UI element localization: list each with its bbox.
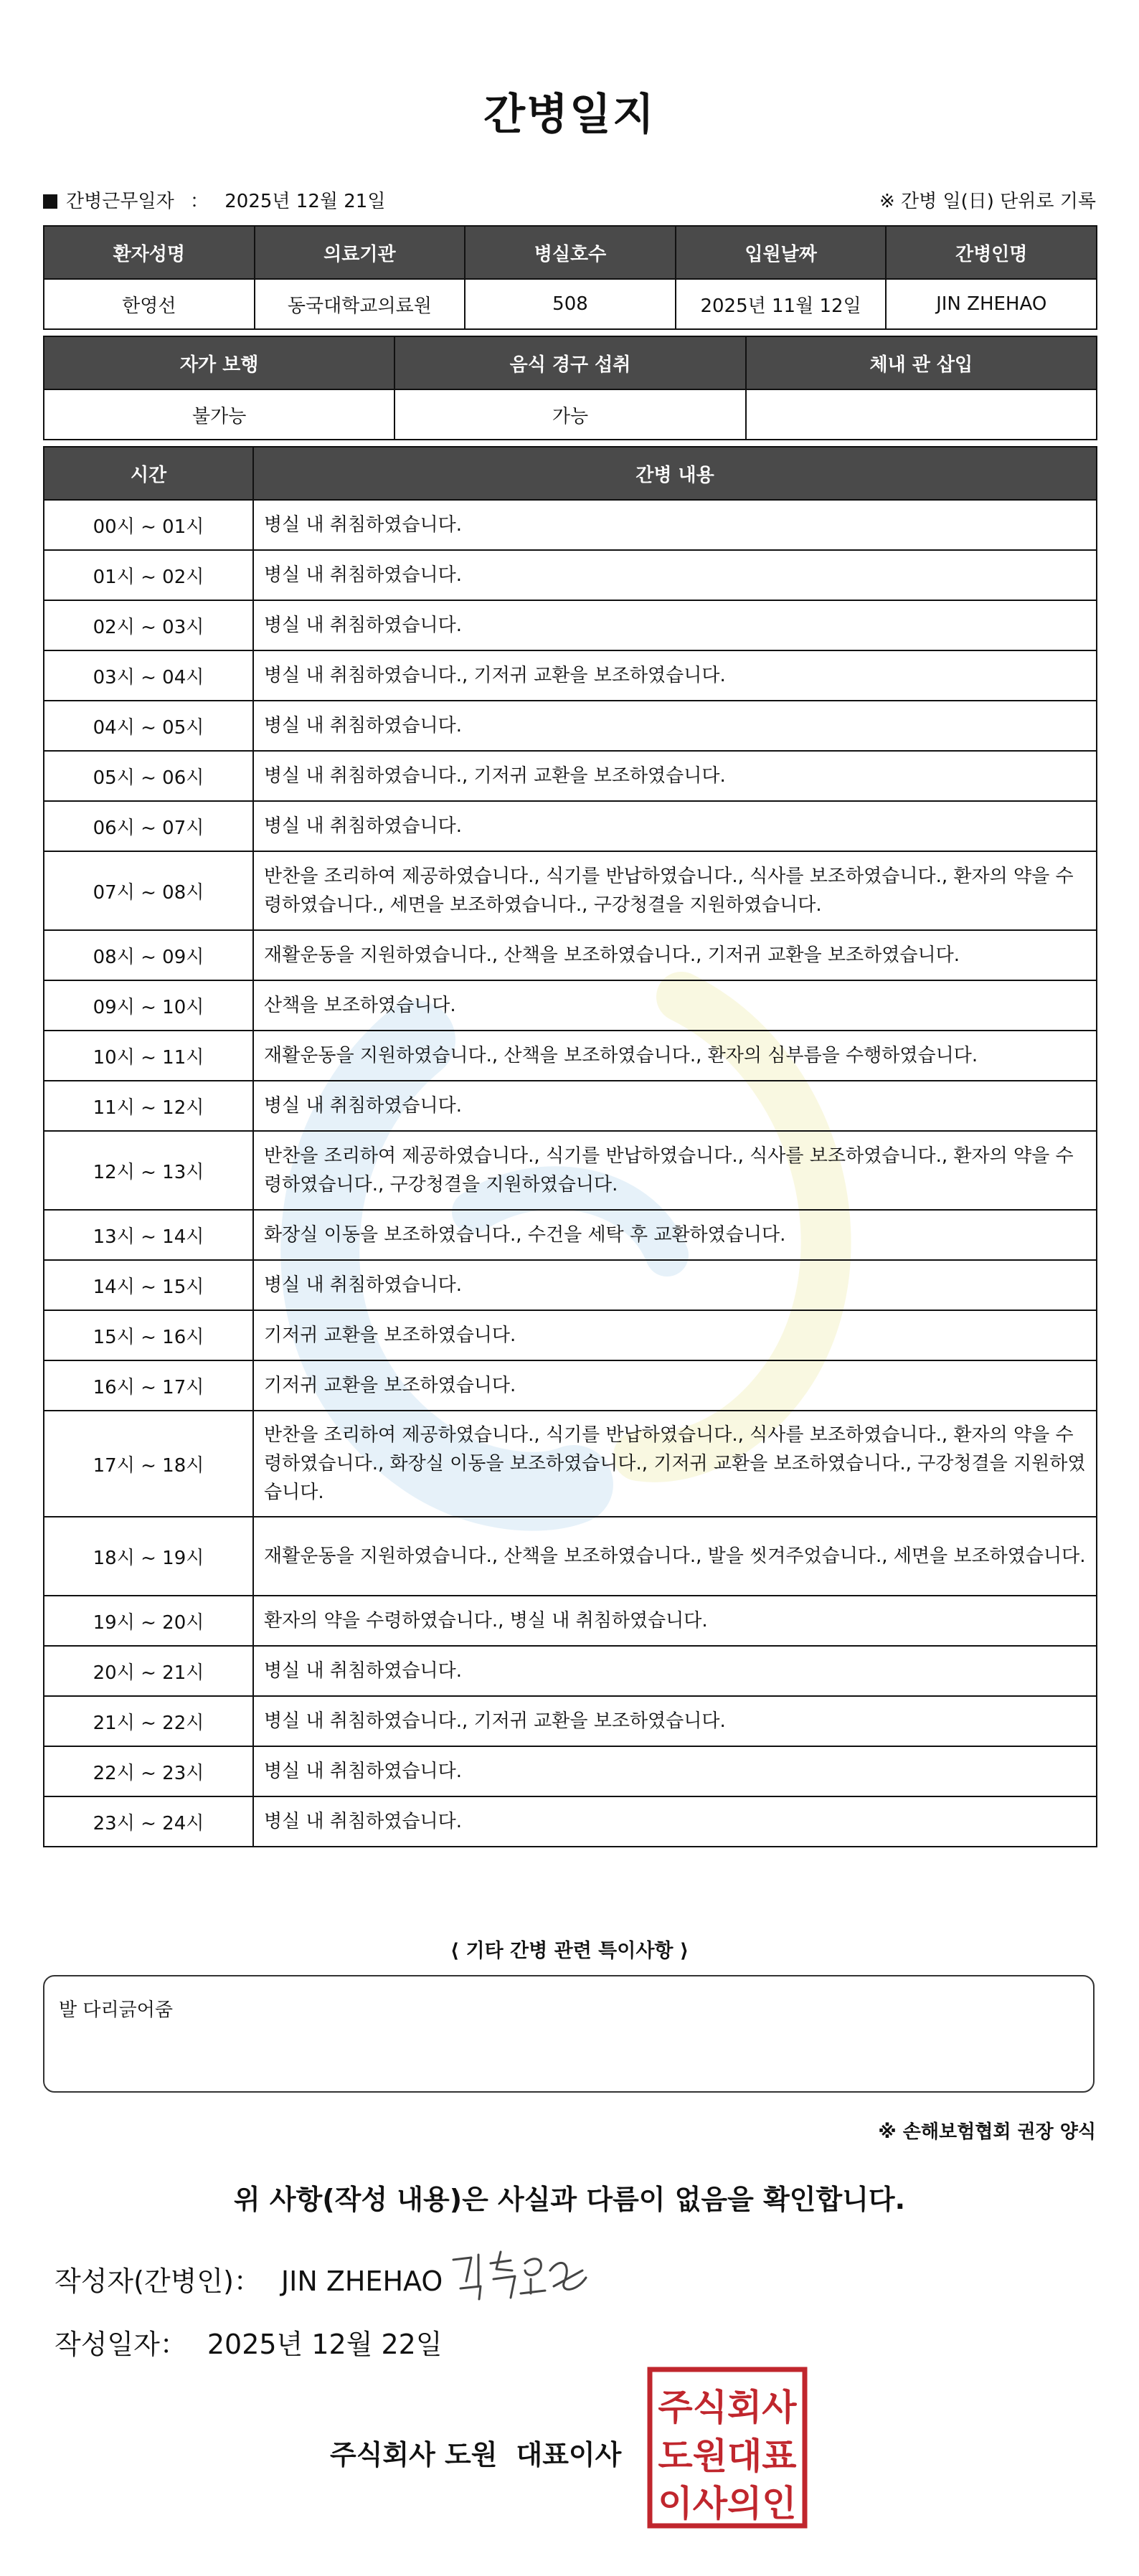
meta-row	[43, 185, 1096, 214]
care-log-body	[44, 500, 1097, 1847]
row-time: 13시 ~ 14시	[44, 1210, 253, 1260]
handwritten-signature-icon	[446, 2242, 590, 2306]
row-time: 01시 ~ 02시	[44, 550, 253, 600]
seal-line-1: 주식회사	[658, 2387, 797, 2428]
row-time: 21시 ~ 22시	[44, 1696, 253, 1746]
row-content: 병실 내 취침하였습니다.	[253, 1260, 1097, 1310]
row-content: 병실 내 취침하였습니다.	[253, 1646, 1097, 1696]
company-name: 주식회사 도원	[330, 2439, 498, 2471]
writer-name: JIN ZHEHAO	[280, 2265, 443, 2297]
row-content: 화장실 이동을 보조하였습니다., 수건을 세탁 후 교환하였습니다.	[253, 1210, 1097, 1260]
header-institution: 의료기관	[255, 226, 465, 279]
header-time: 시간	[44, 447, 253, 500]
caregiver-name: JIN ZHEHAO	[886, 279, 1097, 329]
row-time: 12시 ~ 13시	[44, 1131, 253, 1210]
seal-line-2: 도원대표	[658, 2435, 797, 2477]
row-content: 병실 내 취침하였습니다., 기저귀 교환을 보조하였습니다.	[253, 1696, 1097, 1746]
row-content: 재활운동을 지원하였습니다., 산책을 보조하였습니다., 기저귀 교환을 보조하였습니다.	[253, 930, 1097, 980]
table-row	[44, 851, 1097, 930]
row-time: 14시 ~ 15시	[44, 1260, 253, 1310]
row-time: 04시 ~ 05시	[44, 701, 253, 751]
header-oral-intake: 음식 경구 섭취	[394, 336, 745, 389]
row-content: 반찬을 조리하여 제공하였습니다., 식기를 반납하였습니다., 식사를 보조하였습니다., 환자의 약을 수령하였습니다., 화장실 이동을 보조하였습니다., 기저귀 교환을 보조하였습니다., 구강청결을 지원하였습니다.	[253, 1411, 1097, 1517]
work-date	[43, 186, 385, 213]
patient-info-table	[43, 225, 1097, 330]
patient-info-value-row	[44, 279, 1097, 329]
table-row	[44, 1310, 1097, 1360]
table-row	[44, 1596, 1097, 1646]
patient-name: 한영선	[44, 279, 255, 329]
self-walking-value: 불가능	[44, 389, 394, 440]
row-content: 병실 내 취침하였습니다.	[253, 1796, 1097, 1847]
row-content: 병실 내 취침하였습니다.	[253, 1746, 1097, 1796]
seal-line-3: 이사의인	[658, 2483, 797, 2524]
status-header-row	[44, 336, 1097, 389]
table-row	[44, 801, 1097, 851]
row-content: 반찬을 조리하여 제공하였습니다., 식기를 반납하였습니다., 식사를 보조하였습니다., 환자의 약을 수령하였습니다., 구강청결을 지원하였습니다.	[253, 1131, 1097, 1210]
tube-insertion-value	[746, 389, 1097, 440]
row-time: 20시 ~ 21시	[44, 1646, 253, 1696]
table-row	[44, 980, 1097, 1031]
row-time: 15시 ~ 16시	[44, 1310, 253, 1360]
table-row	[44, 751, 1097, 801]
table-row	[44, 500, 1097, 550]
header-care-content: 간병 내용	[253, 447, 1097, 500]
confirmation-statement: 위 사항(작성 내용)은 사실과 다름이 없음을 확인합니다.	[233, 2184, 906, 2215]
row-time: 07시 ~ 08시	[44, 851, 253, 930]
row-time: 00시 ~ 01시	[44, 500, 253, 550]
table-row	[44, 1696, 1097, 1746]
room-number: 508	[465, 279, 676, 329]
row-time: 09시 ~ 10시	[44, 980, 253, 1031]
row-content: 병실 내 취침하였습니다.	[253, 801, 1097, 851]
table-row	[44, 1746, 1097, 1796]
table-row	[44, 1031, 1097, 1081]
written-date-line	[55, 2322, 443, 2362]
table-row	[44, 1517, 1097, 1596]
special-notes-content: 발 다리긁어줌	[59, 1999, 173, 2021]
row-content: 병실 내 취침하였습니다., 기저귀 교환을 보조하였습니다.	[253, 751, 1097, 801]
row-content: 병실 내 취침하였습니다.	[253, 500, 1097, 550]
header-patient-name: 환자성명	[44, 226, 255, 279]
work-date-value: 2025년 12월 21일	[225, 190, 386, 212]
header-self-walking: 자가 보행	[44, 336, 394, 389]
header-room-number: 병실호수	[465, 226, 676, 279]
writer-label: 작성자(간병인)：	[55, 2265, 261, 2297]
row-content: 반찬을 조리하여 제공하였습니다., 식기를 반납하였습니다., 식사를 보조하였습니다., 환자의 약을 수령하였습니다., 세면을 보조하였습니다., 구강청결을 지원하였습니다.	[253, 851, 1097, 930]
table-row	[44, 701, 1097, 751]
row-content: 병실 내 취침하였습니다.	[253, 701, 1097, 751]
row-content: 산책을 보조하였습니다.	[253, 980, 1097, 1031]
row-time: 06시 ~ 07시	[44, 801, 253, 851]
record-unit-note: ※ 간병 일(日) 단위로 기록	[879, 190, 1096, 212]
work-date-label: 간병근무일자	[66, 190, 174, 212]
table-row	[44, 1411, 1097, 1517]
written-date-label: 작성일자：	[55, 2329, 187, 2360]
table-row	[44, 1646, 1097, 1696]
writer-line	[55, 2259, 443, 2298]
care-log-header-row	[44, 447, 1097, 500]
special-notes-box	[43, 1975, 1095, 2093]
header-tube-insertion: 체내 관 삽입	[746, 336, 1097, 389]
table-row	[44, 1260, 1097, 1310]
table-row	[44, 1360, 1097, 1411]
row-content: 기저귀 교환을 보조하였습니다.	[253, 1360, 1097, 1411]
row-content: 재활운동을 지원하였습니다., 산책을 보조하였습니다., 환자의 심부름을 수행하였습니다.	[253, 1031, 1097, 1081]
row-time: 17시 ~ 18시	[44, 1411, 253, 1517]
patient-info-header-row	[44, 226, 1097, 279]
table-row	[44, 650, 1097, 701]
company-seal-icon	[647, 2367, 808, 2529]
row-content: 환자의 약을 수령하였습니다., 병실 내 취침하였습니다.	[253, 1596, 1097, 1646]
row-content: 병실 내 취침하였습니다., 기저귀 교환을 보조하였습니다.	[253, 650, 1097, 701]
row-time: 05시 ~ 06시	[44, 751, 253, 801]
institution: 동국대학교의료원	[255, 279, 465, 329]
row-time: 23시 ~ 24시	[44, 1796, 253, 1847]
table-row	[44, 1796, 1097, 1847]
row-content: 병실 내 취침하였습니다.	[253, 600, 1097, 650]
table-row	[44, 1210, 1097, 1260]
table-row	[44, 930, 1097, 980]
care-log-table	[43, 446, 1097, 1847]
written-date-value: 2025년 12월 22일	[207, 2329, 443, 2360]
row-content: 병실 내 취침하였습니다.	[253, 1081, 1097, 1131]
row-time: 22시 ~ 23시	[44, 1746, 253, 1796]
oral-intake-value: 가능	[394, 389, 745, 440]
row-content: 병실 내 취침하였습니다.	[253, 550, 1097, 600]
table-row	[44, 600, 1097, 650]
patient-status-table	[43, 336, 1097, 440]
table-row	[44, 1131, 1097, 1210]
row-time: 11시 ~ 12시	[44, 1081, 253, 1131]
status-value-row	[44, 389, 1097, 440]
square-bullet-icon	[43, 194, 57, 209]
row-time: 02시 ~ 03시	[44, 600, 253, 650]
company-representative: 대표이사	[516, 2439, 622, 2471]
special-notes-title: ⟨ 기타 간병 관련 특이사항 ⟩	[450, 1940, 689, 1962]
row-time: 08시 ~ 09시	[44, 930, 253, 980]
row-time: 10시 ~ 11시	[44, 1031, 253, 1081]
recommended-form-note: ※ 손해보험협회 권장 양식	[878, 2121, 1096, 2143]
header-admission-date: 입원날짜	[676, 226, 887, 279]
table-row	[44, 550, 1097, 600]
company-line	[330, 2433, 621, 2472]
work-date-separator: ：	[189, 190, 209, 212]
row-time: 16시 ~ 17시	[44, 1360, 253, 1411]
row-time: 03시 ~ 04시	[44, 650, 253, 701]
header-caregiver-name: 간병인명	[886, 226, 1097, 279]
page-title: 간병일지	[483, 90, 656, 140]
row-content: 기저귀 교환을 보조하였습니다.	[253, 1310, 1097, 1360]
table-row	[44, 1081, 1097, 1131]
row-time: 18시 ~ 19시	[44, 1517, 253, 1596]
row-content: 재활운동을 지원하였습니다., 산책을 보조하였습니다., 발을 씻겨주었습니다., 세면을 보조하였습니다.	[253, 1517, 1097, 1596]
admission-date: 2025년 11월 12일	[676, 279, 887, 329]
row-time: 19시 ~ 20시	[44, 1596, 253, 1646]
